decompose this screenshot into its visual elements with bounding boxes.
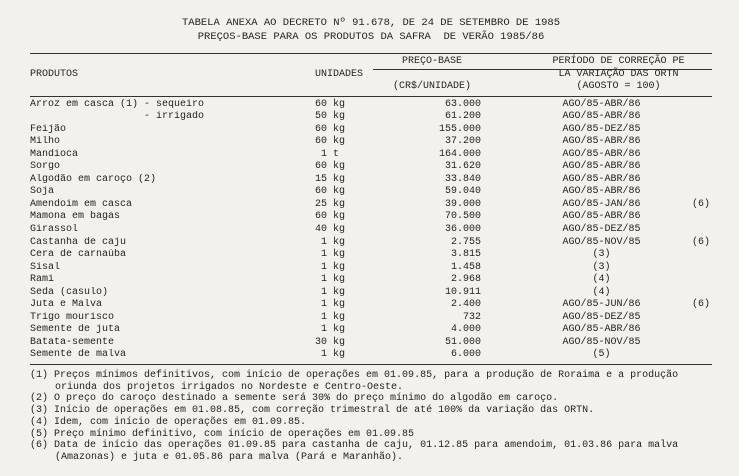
unit-value: 1 kg (315, 349, 346, 361)
price-value: 2.968 (450, 274, 481, 286)
unit-value: 1 kg (315, 311, 346, 323)
price-value: 37.200 (444, 136, 481, 148)
period-cell (491, 99, 712, 112)
product-name: Algodão em caroço (2) (30, 173, 157, 185)
period-value: AGO/85-ABR/86 (562, 148, 641, 160)
unit-value: 1 kg (315, 274, 346, 286)
product-name: Semente de juta (30, 324, 121, 336)
period-value: AGO/85-DEZ/85 (562, 223, 641, 235)
product-name: Sorgo (30, 161, 61, 173)
period-value: AGO/85-ABR/86 (562, 161, 641, 173)
header-periodo-base: (AGOSTO = 100) (576, 81, 661, 92)
price-value: 63.000 (444, 98, 481, 110)
price-value: 732 (462, 311, 481, 323)
footnote: (6) Data de início das operações 01.09.85 para castanha de caju, 01.12.85 para amendoim, 01.03.86 para malva (Amazonas) e juta e 01.05.86 para malva (Pará e Maranhão). (30, 440, 679, 463)
period-cell (491, 161, 712, 174)
table-row (30, 124, 712, 137)
table-row (30, 337, 712, 350)
footnote: (4) Idem, com início de operações em 01.09.85. (30, 416, 307, 428)
price-value: 6.000 (450, 349, 481, 361)
product-name: Arroz em casca (1) - sequeiro (30, 98, 205, 110)
header-row-3 (30, 81, 712, 94)
period-cell (491, 349, 712, 362)
period-value: (3) (592, 261, 611, 273)
period-cell (491, 237, 712, 250)
table-header (30, 54, 712, 96)
unit-value: 60 kg (315, 211, 346, 223)
price-value: 39.000 (444, 198, 481, 210)
period-cell (491, 287, 712, 300)
table-row (30, 211, 712, 224)
table-row (30, 199, 712, 212)
period-value: AGO/85-ABR/86 (562, 111, 641, 123)
unit-value: 30 kg (315, 336, 346, 348)
unit-value: 50 kg (315, 111, 346, 123)
unit-value: 40 kg (315, 223, 346, 235)
period-cell (491, 149, 712, 162)
footnotes (30, 370, 712, 464)
product-name: Mamona em bagas (30, 211, 121, 223)
product-name: Milho (30, 136, 61, 148)
period-value: (4) (592, 286, 611, 298)
product-name: Seda (casulo) (30, 286, 109, 298)
period-cell (491, 312, 712, 325)
price-value: 155.000 (438, 123, 481, 135)
unit-value: 1 t (315, 148, 340, 160)
unit-value: 1 kg (315, 249, 346, 261)
table-row (30, 299, 712, 312)
table-row (30, 161, 712, 174)
unit-value: 1 kg (315, 299, 346, 311)
product-name: Castanha de caju (30, 236, 127, 248)
period-cell (491, 211, 712, 224)
header-preco-unit: (CR$/UNIDADE) (392, 81, 471, 92)
price-table (30, 53, 712, 365)
table-row (30, 249, 712, 262)
table-row (30, 312, 712, 325)
footnote: (3) Início de operações em 01.08.85, com correção trimestral de até 100% da variação das ORTN. (30, 405, 595, 417)
period-value: AGO/85-NOV/85 (562, 236, 641, 248)
header-row-2 (30, 69, 712, 82)
period-value: AGO/85-ABR/86 (562, 136, 641, 148)
period-value: AGO/85-ABR/86 (562, 98, 641, 110)
table-row (30, 287, 712, 300)
product-name: - irrigado (30, 111, 205, 123)
table-row (30, 224, 712, 237)
price-value: 164.000 (438, 148, 481, 160)
table-row (30, 136, 712, 149)
table-row (30, 237, 712, 250)
footnote-ref: (6) (691, 299, 710, 311)
product-name: Girassol (30, 223, 79, 235)
period-value: AGO/85-NOV/85 (562, 336, 641, 348)
footnote: (5) Preço mínimo definitivo, com início de operações em 01.09.85 (30, 428, 415, 440)
period-cell (491, 224, 712, 237)
product-name: Feijão (30, 123, 67, 135)
unit-value: 15 kg (315, 173, 346, 185)
period-cell (491, 324, 712, 337)
price-value: 33.840 (444, 173, 481, 185)
price-value: 10.911 (444, 286, 481, 298)
unit-value: 60 kg (315, 161, 346, 173)
unit-value: 60 kg (315, 98, 346, 110)
period-cell (491, 174, 712, 187)
unit-value: 60 kg (315, 186, 346, 198)
table-body (30, 97, 712, 364)
period-value: AGO/85-ABR/86 (562, 211, 641, 223)
price-value: 70.500 (444, 211, 481, 223)
price-value: 2.400 (450, 299, 481, 311)
price-value: 61.200 (444, 111, 481, 123)
unit-value: 1 kg (315, 236, 346, 248)
period-value: AGO/85-DEZ/85 (562, 311, 641, 323)
period-cell (491, 186, 712, 199)
document-header (30, 16, 712, 44)
footnote: (1) Preços mínimos definitivos, com início de operações em 01.09.85, para a produção de Roraima e a produção oriunda dos projetos irrigados no Nordeste e Centro-Oeste. (30, 369, 679, 393)
price-value: 59.040 (444, 186, 481, 198)
header-produtos: PRODUTOS (30, 68, 79, 80)
period-value: AGO/85-JAN/86 (562, 198, 641, 210)
period-value: AGO/85-JUN/86 (562, 299, 641, 311)
table-row (30, 99, 712, 112)
header-periodo-line2: LA VARIAÇÃO DAS ORTN (558, 68, 679, 80)
price-value: 3.815 (450, 249, 481, 261)
footnote-ref: (6) (691, 198, 710, 210)
header-periodo-line1: PERÍODO DE CORREÇÃO PE (491, 56, 712, 70)
period-value: AGO/85-ABR/86 (562, 173, 641, 185)
price-value: 2.755 (450, 236, 481, 248)
period-cell (491, 299, 712, 312)
product-name: Batata-semente (30, 336, 115, 348)
product-name: Trigo mourisco (30, 311, 115, 323)
document-title: TABELA ANEXA AO DECRETO Nº 91.678, DE 24 DE SETEMBRO DE 1985 (181, 17, 561, 29)
product-name: Mandioca (30, 148, 79, 160)
header-spacer (30, 81, 315, 94)
unit-value: 1 kg (315, 324, 346, 336)
period-cell (491, 337, 712, 350)
period-cell (491, 111, 712, 124)
period-value: (4) (592, 274, 611, 286)
price-value: 51.000 (444, 336, 481, 348)
header-preco-base: PREÇO-BASE (373, 56, 491, 70)
header-spacer (373, 69, 491, 82)
header-spacer (30, 56, 315, 70)
unit-value: 25 kg (315, 198, 346, 210)
unit-value: 60 kg (315, 136, 346, 148)
period-value: (5) (592, 349, 611, 361)
document-subtitle: PREÇOS-BASE PARA OS PRODUTOS DA SAFRA DE VERÃO 1985/86 (197, 31, 545, 43)
unit-value: 1 kg (315, 261, 346, 273)
header-spacer (315, 56, 373, 70)
price-value: 4.000 (450, 324, 481, 336)
table-row (30, 274, 712, 287)
product-name: Soja (30, 186, 55, 198)
table-row (30, 149, 712, 162)
product-name: Amendoim em casca (30, 198, 133, 210)
period-value: AGO/85-DEZ/85 (562, 123, 641, 135)
price-value: 36.000 (444, 223, 481, 235)
unit-value: 1 kg (315, 286, 346, 298)
period-value: (3) (592, 249, 611, 261)
price-value: 1.458 (450, 261, 481, 273)
product-name: Sisal (30, 261, 61, 273)
period-cell (491, 249, 712, 262)
unit-value: 60 kg (315, 123, 346, 135)
table-row (30, 324, 712, 337)
period-value: AGO/85-ABR/86 (562, 324, 641, 336)
table-row (30, 349, 712, 362)
period-cell (491, 274, 712, 287)
period-cell (491, 262, 712, 275)
footnote-ref: (6) (691, 236, 710, 248)
product-name: Semente de malva (30, 349, 127, 361)
product-name: Rami (30, 274, 55, 286)
period-value: AGO/85-ABR/86 (562, 186, 641, 198)
period-cell (491, 136, 712, 149)
table-row (30, 186, 712, 199)
table-bottom-rule (30, 364, 712, 365)
price-value: 31.620 (444, 161, 481, 173)
header-spacer (315, 81, 373, 94)
table-row (30, 262, 712, 275)
table-row (30, 174, 712, 187)
header-row-1 (30, 56, 712, 69)
period-cell (491, 199, 712, 212)
header-unidades: UNIDADES (315, 68, 364, 80)
footnote: (2) O preço do caroço destinado a semente será 30% do preço mínimo do algodão em caroço. (30, 393, 559, 405)
product-name: Cera de carnaúba (30, 249, 127, 261)
product-name: Juta e Malva (30, 299, 103, 311)
period-cell (491, 124, 712, 137)
table-row (30, 111, 712, 124)
